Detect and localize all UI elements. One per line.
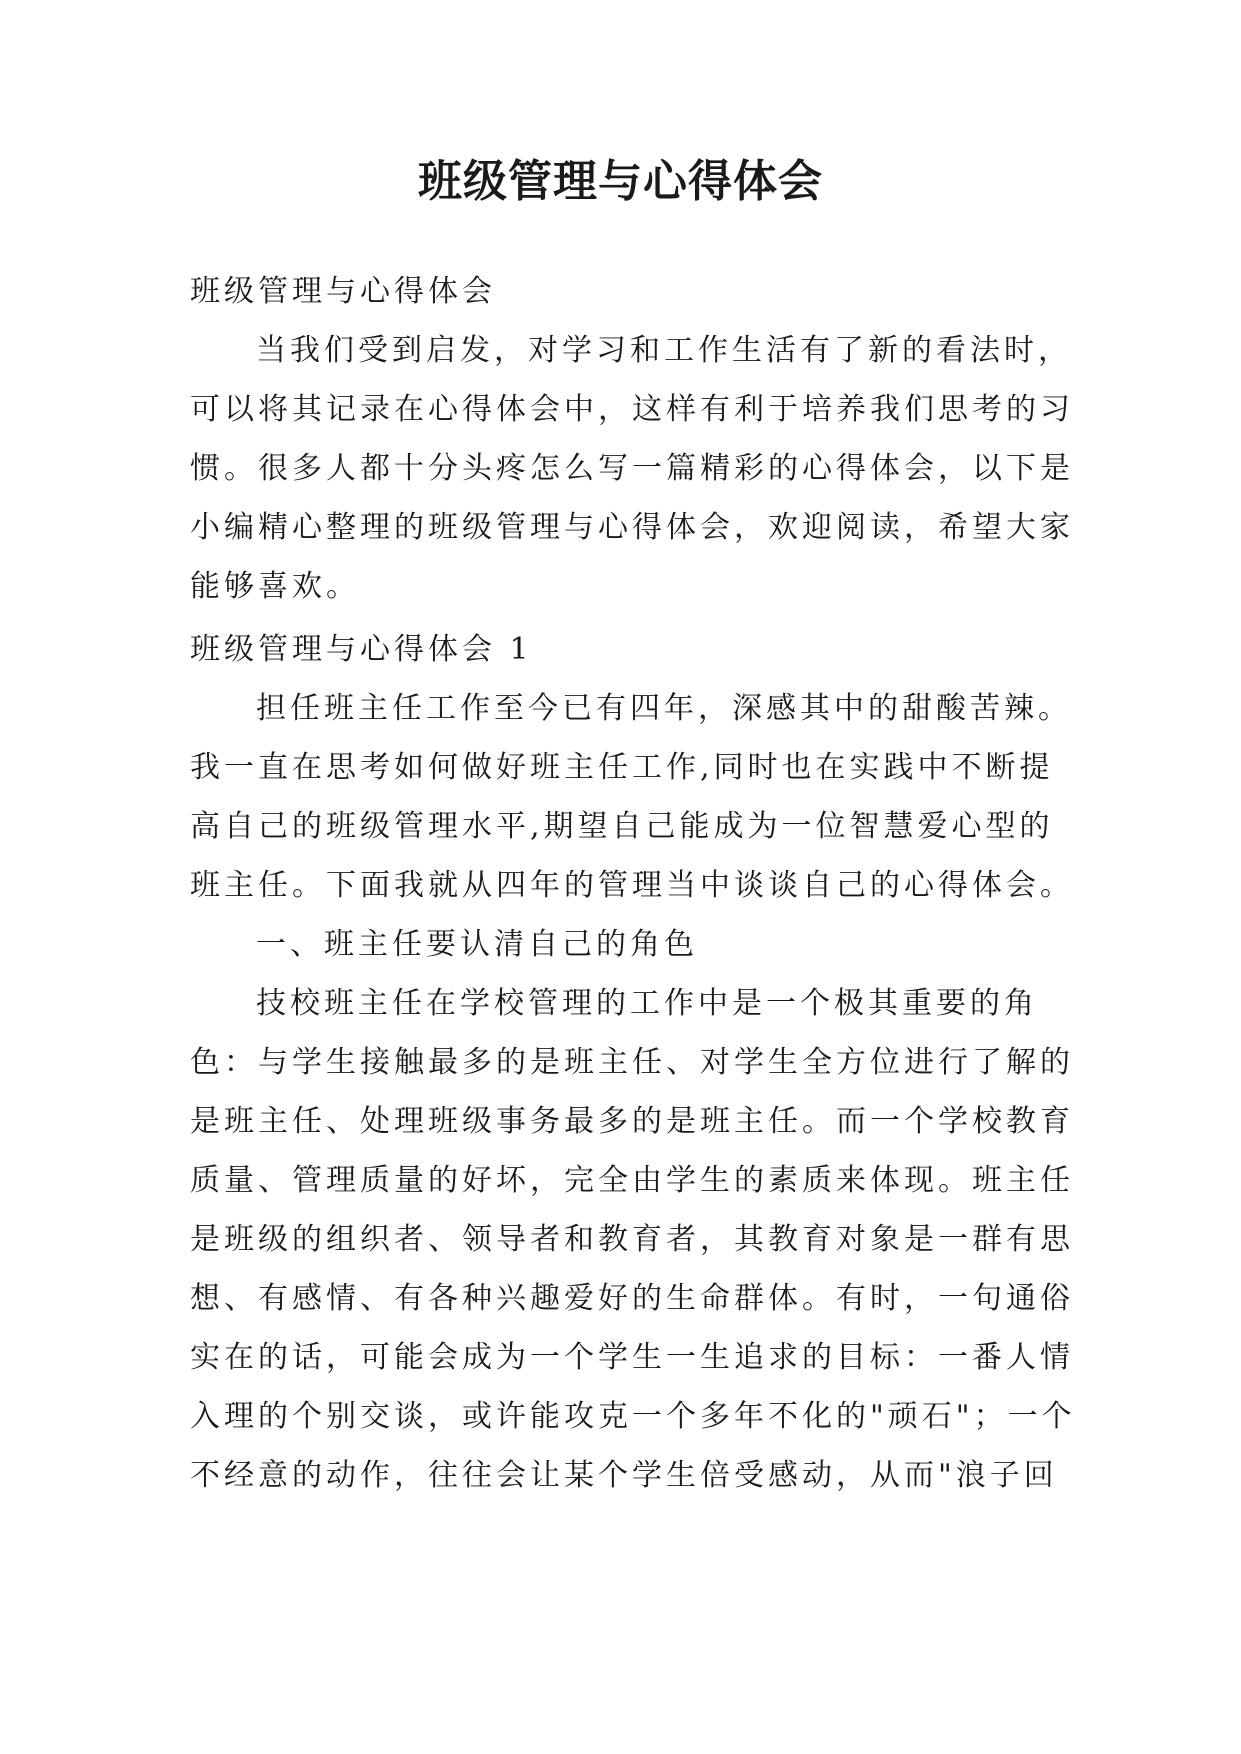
intro-line: 当我们受到启发，对学习和工作生活有了新的看法时， [256, 333, 1072, 368]
paragraph-line: 质量、管理质量的好坏，完全由学生的素质来体现。班主任 [190, 1163, 1074, 1198]
intro-line: 小编精心整理的班级管理与心得体会，欢迎阅读，希望大家 [190, 510, 1074, 545]
paragraph-line: 是班级的组织者、领导者和教育者，其教育对象是一群有思 [190, 1222, 1074, 1257]
paragraph-line: 担任班主任工作至今已有四年，深感其中的甜酸苦辣。 [256, 691, 1072, 726]
intro-line: 能够喜欢。 [190, 569, 360, 604]
document-title: 班级管理与心得体会 [418, 156, 823, 207]
paragraph-line: 色：与学生接触最多的是班主任、对学生全方位进行了解的 [190, 1045, 1074, 1080]
intro-line: 惯。很多人都十分头疼怎么写一篇精彩的心得体会，以下是 [190, 451, 1074, 486]
paragraph-line: 是班主任、处理班级事务最多的是班主任。而一个学校教育 [190, 1104, 1074, 1139]
paragraph-line: 不经意的动作，往往会让某个学生倍受感动，从而"浪子回 [190, 1458, 1058, 1493]
paragraph-line: 技校班主任在学校管理的工作中是一个极其重要的角 [256, 986, 1038, 1021]
paragraph-line: 我一直在思考如何做好班主任工作,同时也在实践中不断提 [190, 750, 1054, 785]
section-1-heading: 班级管理与心得体会 1 [190, 632, 533, 667]
intro-line: 可以将其记录在心得体会中，这样有利于培养我们思考的习 [190, 392, 1074, 427]
paragraph-line: 实在的话，可能会成为一个学生一生追求的目标：一番人情 [190, 1340, 1074, 1375]
paragraph-line: 入理的个别交谈，或许能攻克一个多年不化的"顽石"；一个 [190, 1399, 1076, 1434]
paragraph-line: 班主任。下面我就从四年的管理当中谈谈自己的心得体会。 [190, 868, 1074, 903]
intro-heading: 班级管理与心得体会 [190, 274, 496, 309]
section-1 [190, 620, 1076, 1505]
paragraph-line: 高自己的班级管理水平,期望自己能成为一位智慧爱心型的 [190, 809, 1054, 844]
section-1-subheading: 一、班主任要认清自己的角色 [256, 927, 698, 962]
paragraph-line: 想、有感情、有各种兴趣爱好的生命群体。有时，一句通俗 [190, 1281, 1074, 1316]
intro-section [190, 262, 1074, 616]
